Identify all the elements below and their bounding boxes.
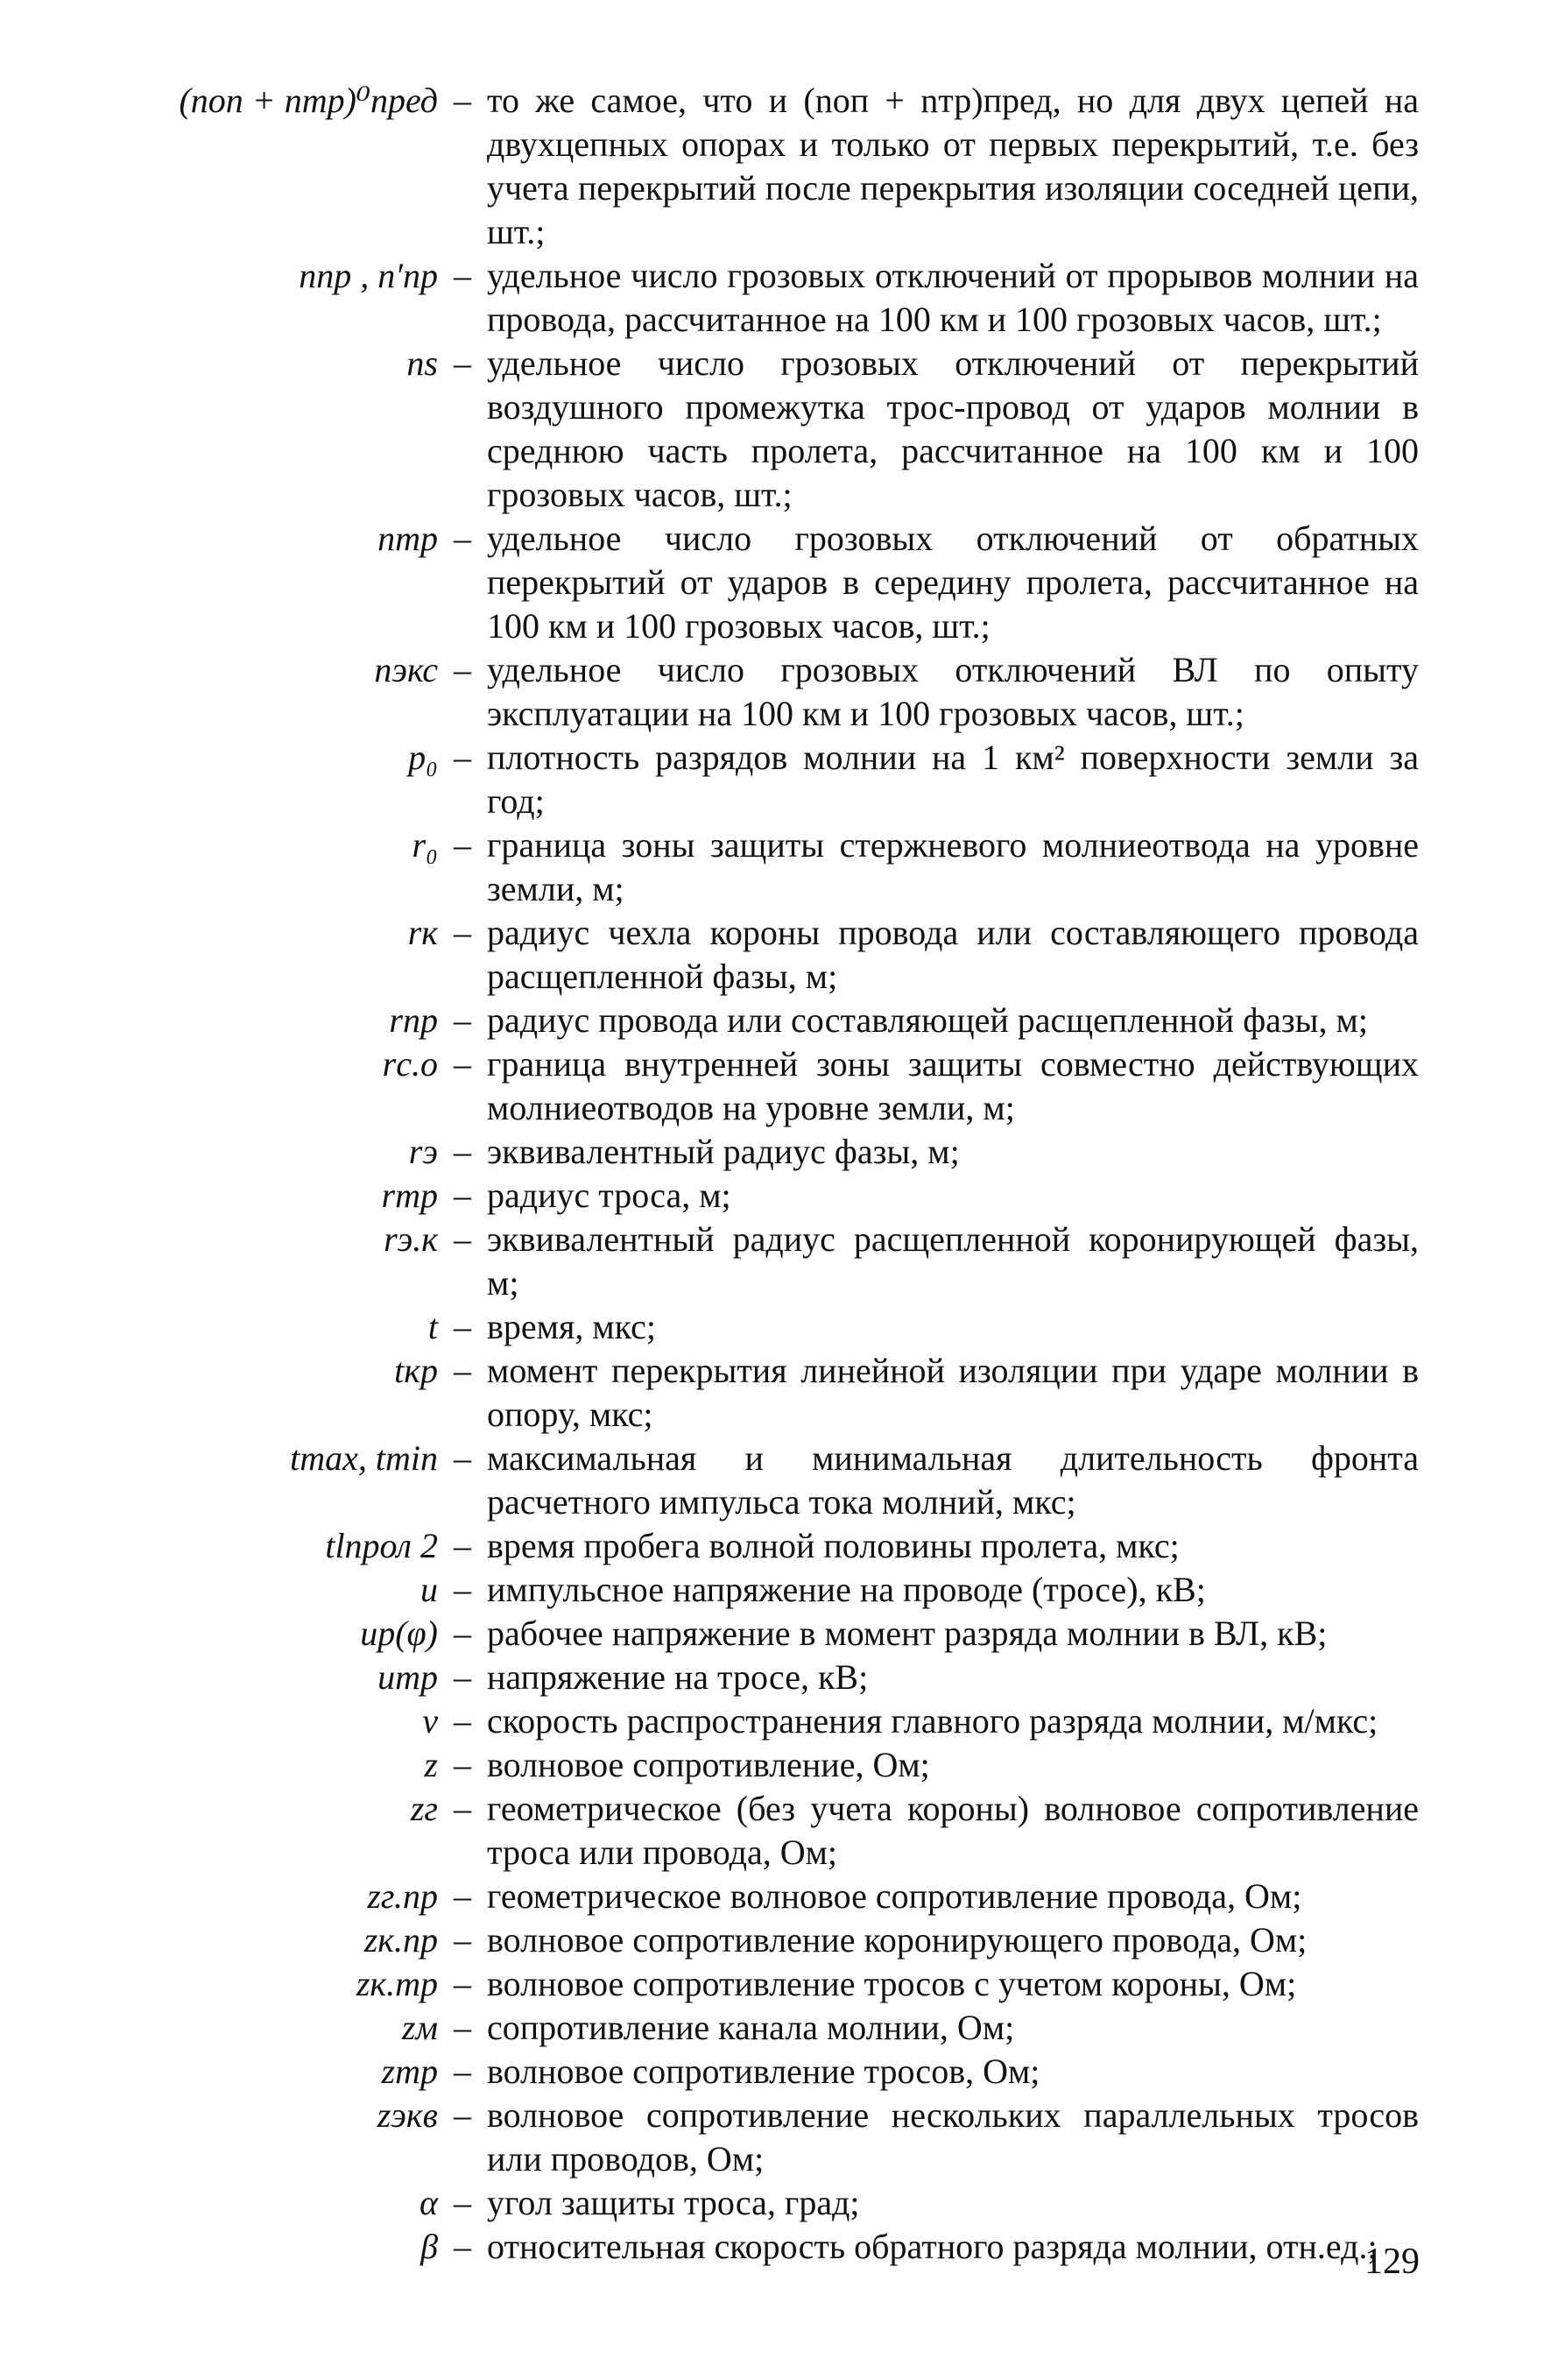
definition: геометрическое (без учета короны) волновое сопротивление троса или провода, Ом;	[487, 1789, 1419, 1872]
symbol: u	[420, 1570, 438, 1609]
definition: время, мкс;	[487, 1307, 656, 1346]
definition: плотность разрядов молнии на 1 км² поверхности земли за год;	[487, 738, 1419, 821]
definition: момент перекрытия линейной изоляции при ударе молнии в опору, мкс;	[487, 1351, 1419, 1434]
list-item	[158, 1962, 1419, 2006]
list-item	[158, 1743, 1419, 1787]
definition: волновое сопротивление коронирующего провода, Ом;	[487, 1920, 1308, 1960]
dash: –	[454, 1000, 471, 1040]
definition: удельное число грозовых отключений ВЛ по опыту эксплуатации на 100 км и 100 грозовых часов, шт.;	[487, 650, 1419, 733]
symbol: t	[427, 1307, 438, 1346]
definition: геометрическое волновое сопротивление провода, Ом;	[487, 1876, 1302, 1916]
dash: –	[454, 256, 471, 295]
dash: –	[454, 825, 471, 865]
list-item	[158, 2094, 1419, 2181]
dash: –	[454, 1745, 471, 1784]
symbol: zтр	[381, 2052, 438, 2091]
list-item	[158, 1699, 1419, 1743]
list-item	[158, 342, 1419, 517]
list-item	[158, 999, 1419, 1042]
list-item	[158, 1349, 1419, 1437]
list-item	[158, 1524, 1419, 1568]
list-item	[158, 2006, 1419, 2050]
definition: сопротивление канала молнии, Ом;	[487, 2008, 1015, 2047]
list-item	[158, 254, 1419, 342]
definition: удельное число грозовых отключений от перекрытий воздушного промежутка трос-провод от ударов молнии в среднюю часть пролета, рассчитанное на 100 км и 100 грозовых часов, шт.;	[487, 343, 1419, 514]
symbol: rк	[407, 913, 438, 952]
definition: рабочее напряжение в момент разряда молнии в ВЛ, кВ;	[487, 1614, 1328, 1653]
symbol: zк.пр	[363, 1920, 438, 1960]
definition: импульсное напряжение на проводе (тросе), кВ;	[487, 1570, 1206, 1609]
definition: напряжение на тросе, кВ;	[487, 1657, 869, 1697]
list-item	[158, 911, 1419, 999]
dash: –	[454, 1219, 471, 1259]
symbol: ns	[406, 343, 438, 383]
definition: радиус троса, м;	[487, 1176, 731, 1215]
dash: –	[454, 2095, 471, 2135]
symbol: zк.тр	[356, 1964, 438, 2003]
page-number: 129	[1364, 2242, 1420, 2282]
definition: волновое сопротивление, Ом;	[487, 1745, 930, 1784]
dash: –	[454, 81, 471, 120]
list-item	[158, 1612, 1419, 1656]
symbol: z	[424, 1745, 438, 1784]
dash: –	[454, 1789, 471, 1828]
list-item	[158, 2050, 1419, 2094]
dash: –	[454, 1701, 471, 1741]
symbol: tlпрол 2	[325, 1526, 438, 1565]
definition: радиус чехла короны провода или составляющего провода расщепленной фазы, м;	[487, 913, 1419, 996]
dash: –	[454, 1876, 471, 1916]
dash: –	[454, 1526, 471, 1565]
list-item	[158, 736, 1419, 823]
dash: –	[454, 913, 471, 952]
list-item	[158, 1130, 1419, 1174]
list-item	[158, 1174, 1419, 1218]
symbol: rс.о	[382, 1044, 438, 1084]
symbol: p₀	[408, 738, 438, 777]
list-item	[158, 648, 1419, 736]
list-item	[158, 1875, 1419, 1918]
dash: –	[454, 1570, 471, 1609]
dash: –	[454, 1044, 471, 1084]
symbol: nтр	[377, 519, 438, 558]
definition: волновое сопротивление тросов, Ом;	[487, 2052, 1040, 2091]
list-item	[158, 1918, 1419, 1962]
definition: граница зоны защиты стержневого молниеотвода на уровне земли, м;	[487, 825, 1419, 908]
symbol: α	[419, 2183, 438, 2222]
list-item	[158, 1305, 1419, 1349]
list-item	[158, 1437, 1419, 1524]
dash: –	[454, 738, 471, 777]
dash: –	[454, 1438, 471, 1478]
symbol: zэкв	[377, 2095, 438, 2135]
definition: волновое сопротивление нескольких параллельных тросов или проводов, Ом;	[487, 2095, 1419, 2179]
notation-list	[158, 79, 1419, 2269]
definition: то же самое, что и (nоп + nтр)пред, но для двух цепей на двухцепных опорах и только от первых перекрытий, т.е. без учета перекрытий после перекрытия изоляции соседней цепи, шт.;	[487, 81, 1419, 251]
definition: максимальная и минимальная длительность фронта расчетного импульса тока молний, мкс;	[487, 1438, 1419, 1522]
list-item	[158, 79, 1419, 254]
definition: удельное число грозовых отключений от обратных перекрытий от ударов в середину пролета, рассчитанное на 100 км и 100 грозовых часов, шт.;	[487, 519, 1419, 646]
symbol: rтр	[381, 1176, 438, 1215]
dash: –	[454, 343, 471, 383]
dash: –	[454, 1657, 471, 1697]
dash: –	[454, 2008, 471, 2047]
list-item	[158, 823, 1419, 911]
definition: относительная скорость обратного разряда молнии, отн.ед.;	[487, 2227, 1378, 2266]
dash: –	[454, 2183, 471, 2222]
dash: –	[454, 1964, 471, 2003]
definition: волновое сопротивление тросов с учетом короны, Ом;	[487, 1964, 1297, 2003]
dash: –	[454, 1176, 471, 1215]
symbol: tкр	[394, 1351, 438, 1390]
definition: эквивалентный радиус расщепленной коронирующей фазы, м;	[487, 1219, 1419, 1303]
definition: удельное число грозовых отключений от прорывов молнии на провода, рассчитанное на 100 км и 100 грозовых часов, шт.;	[487, 256, 1419, 339]
symbol: uтр	[377, 1657, 438, 1697]
list-item	[158, 2181, 1419, 2225]
definition: угол защиты троса, град;	[487, 2183, 860, 2222]
list-item	[158, 1042, 1419, 1130]
list-item	[158, 2225, 1419, 2269]
symbol: rпр	[389, 1000, 438, 1040]
definition: время пробега волной половины пролета, мкс;	[487, 1526, 1180, 1565]
symbol: β	[420, 2227, 438, 2266]
definition: радиус провода или составляющей расщепленной фазы, м;	[487, 1000, 1368, 1040]
dash: –	[454, 650, 471, 689]
symbol: nпр , n′пр	[299, 256, 438, 295]
dash: –	[454, 519, 471, 558]
symbol: zм	[401, 2008, 438, 2047]
dash: –	[454, 1307, 471, 1346]
dash: –	[454, 1614, 471, 1653]
list-item	[158, 517, 1419, 648]
symbol: v	[422, 1701, 438, 1741]
symbol: uр(φ)	[360, 1614, 438, 1653]
dash: –	[454, 1920, 471, 1960]
symbol: nэкс	[374, 650, 438, 689]
list-item	[158, 1656, 1419, 1699]
definition: граница внутренней зоны защиты совместно действующих молниеотводов на уровне земли, м;	[487, 1044, 1419, 1127]
dash: –	[454, 2052, 471, 2091]
dash: –	[454, 1351, 471, 1390]
symbol: r₀	[412, 825, 438, 865]
list-item	[158, 1218, 1419, 1305]
symbol: tmax, tmin	[290, 1438, 438, 1478]
symbol: zг.пр	[367, 1876, 438, 1916]
symbol: rэ	[408, 1132, 438, 1171]
symbol: (nоп + nтр)⁰пред	[179, 81, 438, 120]
dash: –	[454, 2227, 471, 2266]
symbol: zг	[410, 1789, 438, 1828]
list-item	[158, 1787, 1419, 1875]
dash: –	[454, 1132, 471, 1171]
symbol: rэ.к	[384, 1219, 438, 1259]
definition: скорость распространения главного разряда молнии, м/мкс;	[487, 1701, 1378, 1741]
definition: эквивалентный радиус фазы, м;	[487, 1132, 960, 1171]
list-item	[158, 1568, 1419, 1612]
